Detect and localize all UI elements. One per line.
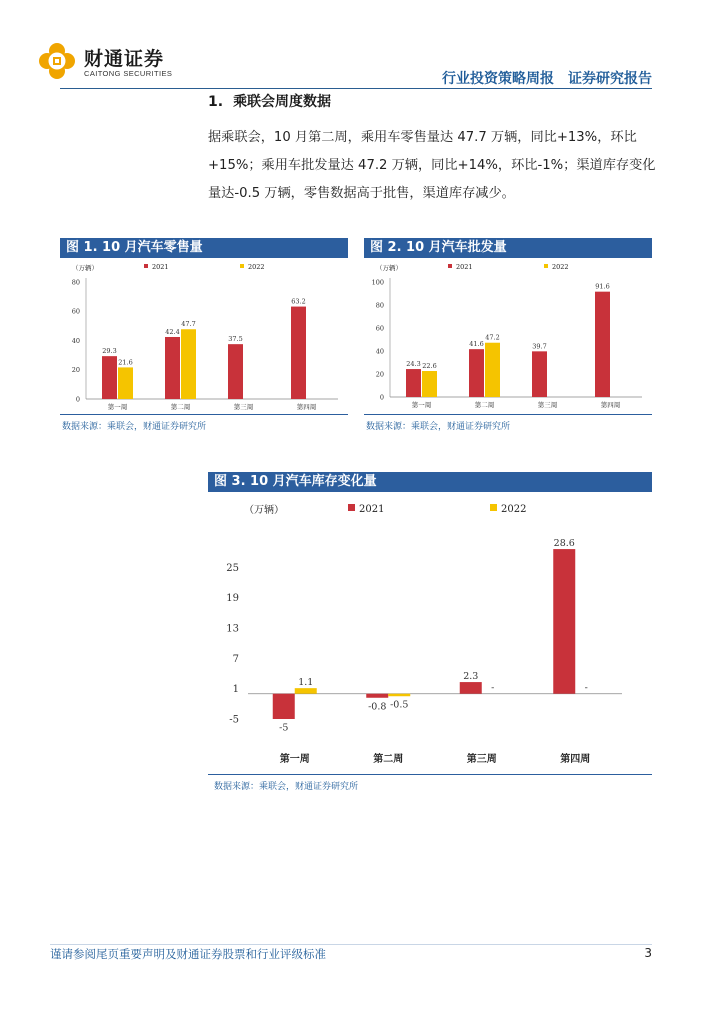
data-label-2022-2: 47.2 — [485, 333, 500, 342]
data-label-2021-2: 42.4 — [165, 327, 180, 336]
bar-2021-1 — [273, 694, 295, 719]
logo-english-text: CAITONG SECURITIES — [84, 69, 173, 78]
legend-swatch-2021 — [348, 504, 355, 511]
footer-divider — [50, 944, 652, 945]
page-number: 3 — [644, 946, 652, 960]
unit-label: （万辆） — [72, 264, 98, 272]
legend-swatch-2022 — [544, 264, 548, 268]
y-tick-label: 20 — [375, 370, 384, 379]
legend-swatch-2022 — [490, 504, 497, 511]
unit-label: （万辆） — [244, 505, 284, 516]
data-label-2021-3: 2.3 — [463, 671, 479, 683]
y-tick-label: 80 — [71, 278, 80, 287]
bar-2022-2 — [485, 343, 500, 397]
legend-label-2022: 2022 — [248, 263, 265, 271]
section-number: 1. — [208, 94, 224, 110]
figure-1-bottom-rule — [60, 414, 348, 415]
data-label-2022-1: 21.6 — [118, 358, 133, 367]
y-tick-label: 7 — [232, 653, 239, 665]
bar-2021-3 — [228, 344, 243, 399]
bar-2021-3 — [460, 682, 482, 694]
y-tick-label: -5 — [229, 714, 239, 726]
legend-swatch-2021 — [448, 264, 452, 268]
figure-1-title: 图 1. 10 月汽车零售量 — [60, 238, 348, 258]
y-tick-label: 100 — [371, 278, 384, 287]
y-tick-label: 1 — [232, 684, 239, 696]
report-class: 证券研究报告 — [568, 71, 652, 87]
figure-2-bottom-rule — [364, 414, 652, 415]
data-label-2021-4: 28.6 — [553, 538, 575, 550]
bar-2022-2 — [181, 329, 196, 399]
bar-2022-2 — [388, 694, 410, 697]
caitong-logo-icon — [38, 42, 76, 80]
company-logo — [38, 42, 188, 84]
y-tick-label: 0 — [379, 393, 384, 402]
y-tick-label: 13 — [226, 623, 239, 635]
data-label-2022-4: - — [584, 682, 588, 694]
x-category-label: 第三周 — [233, 403, 254, 411]
bar-2022-1 — [118, 367, 133, 399]
bar-2021-1 — [102, 356, 117, 399]
x-category-label: 第一周 — [107, 403, 128, 411]
data-label-2021-3: 37.5 — [228, 335, 243, 344]
x-category-label: 第一周 — [279, 754, 310, 765]
legend-label-2022: 2022 — [552, 263, 569, 271]
figure-1-source: 数据来源：乘联会，财通证券研究所 — [62, 422, 207, 432]
bar-2022-1 — [295, 688, 317, 694]
data-label-2021-2: -0.8 — [368, 701, 387, 713]
figure-3-title: 图 3. 10 月汽车库存变化量 — [208, 472, 652, 492]
legend-label-2021: 2021 — [456, 263, 473, 271]
bar-2021-2 — [366, 694, 388, 698]
report-type-header — [428, 68, 652, 88]
y-tick-label: 0 — [75, 395, 80, 404]
data-label-2021-2: 41.6 — [469, 340, 484, 349]
bar-2021-3 — [532, 351, 547, 397]
data-label-2021-1: 29.3 — [102, 347, 117, 356]
x-category-label: 第二周 — [474, 401, 495, 409]
legend-label-2021: 2021 — [359, 504, 385, 515]
figure-1-chart — [60, 258, 348, 414]
bar-2021-2 — [165, 337, 180, 399]
figure-3-source: 数据来源：乘联会，财通证券研究所 — [214, 782, 359, 792]
x-category-label: 第三周 — [537, 401, 558, 409]
logo-chinese-text: 财通证券 — [84, 48, 165, 70]
x-category-label: 第一周 — [411, 401, 432, 409]
section-title: 乘联会周度数据 — [233, 94, 332, 110]
bar-2021-4 — [291, 307, 306, 399]
data-label-2022-2: 47.7 — [181, 320, 196, 329]
unit-label: （万辆） — [376, 264, 402, 272]
figure-3-chart — [208, 492, 652, 774]
x-category-label: 第四周 — [600, 401, 621, 409]
figure-2-chart — [364, 258, 652, 414]
x-category-label: 第二周 — [170, 403, 191, 411]
legend-swatch-2022 — [240, 264, 244, 268]
legend-swatch-2021 — [144, 264, 148, 268]
data-label-2022-2: -0.5 — [390, 699, 409, 711]
data-label-2022-1: 22.6 — [422, 362, 437, 371]
bar-2021-1 — [406, 369, 421, 397]
y-tick-label: 80 — [375, 301, 384, 310]
y-tick-label: 25 — [226, 562, 239, 574]
data-label-2021-1: -5 — [279, 722, 289, 734]
figure-2-title: 图 2. 10 月汽车批发量 — [364, 238, 652, 258]
data-label-2021-3: 39.7 — [532, 342, 547, 351]
section-heading — [208, 91, 331, 111]
x-category-label: 第三周 — [466, 754, 497, 765]
y-tick-label: 40 — [375, 347, 384, 356]
x-category-label: 第四周 — [560, 754, 591, 765]
data-label-2021-4: 63.2 — [291, 297, 306, 306]
data-label-2022-1: 1.1 — [298, 677, 314, 689]
data-label-2021-1: 24.3 — [406, 360, 421, 369]
bar-2021-4 — [553, 549, 575, 694]
legend-label-2021: 2021 — [152, 263, 169, 271]
legend-label-2022: 2022 — [501, 504, 527, 515]
y-tick-label: 20 — [71, 366, 80, 375]
bar-2021-2 — [469, 349, 484, 397]
data-label-2021-4: 91.6 — [595, 282, 610, 291]
y-tick-label: 19 — [226, 593, 239, 605]
data-label-2022-3: - — [491, 682, 495, 694]
header-divider — [60, 88, 652, 89]
footer-disclaimer: 谨请参阅尾页重要声明及财通证券股票和行业评级标准 — [50, 947, 326, 961]
x-category-label: 第四周 — [296, 403, 317, 411]
x-category-label: 第二周 — [373, 754, 404, 765]
bar-2022-1 — [422, 371, 437, 397]
figure-3-bottom-rule — [208, 774, 652, 775]
report-type: 行业投资策略周报 — [442, 71, 554, 87]
section-paragraph: 据乘联会，10 月第二周，乘用车零售量达 47.7 万辆，同比+13%，环比+15%；乘用车批发量达 47.2 万辆，同比+14%，环比-1%；渠道库存变化量达-0.5 万辆，零售数据高于批售，渠道库存减少。 — [208, 130, 656, 201]
y-tick-label: 40 — [71, 336, 80, 345]
figure-2-source: 数据来源：乘联会，财通证券研究所 — [366, 422, 511, 432]
y-tick-label: 60 — [375, 324, 384, 333]
bar-2021-4 — [595, 292, 610, 397]
y-tick-label: 60 — [71, 307, 80, 316]
